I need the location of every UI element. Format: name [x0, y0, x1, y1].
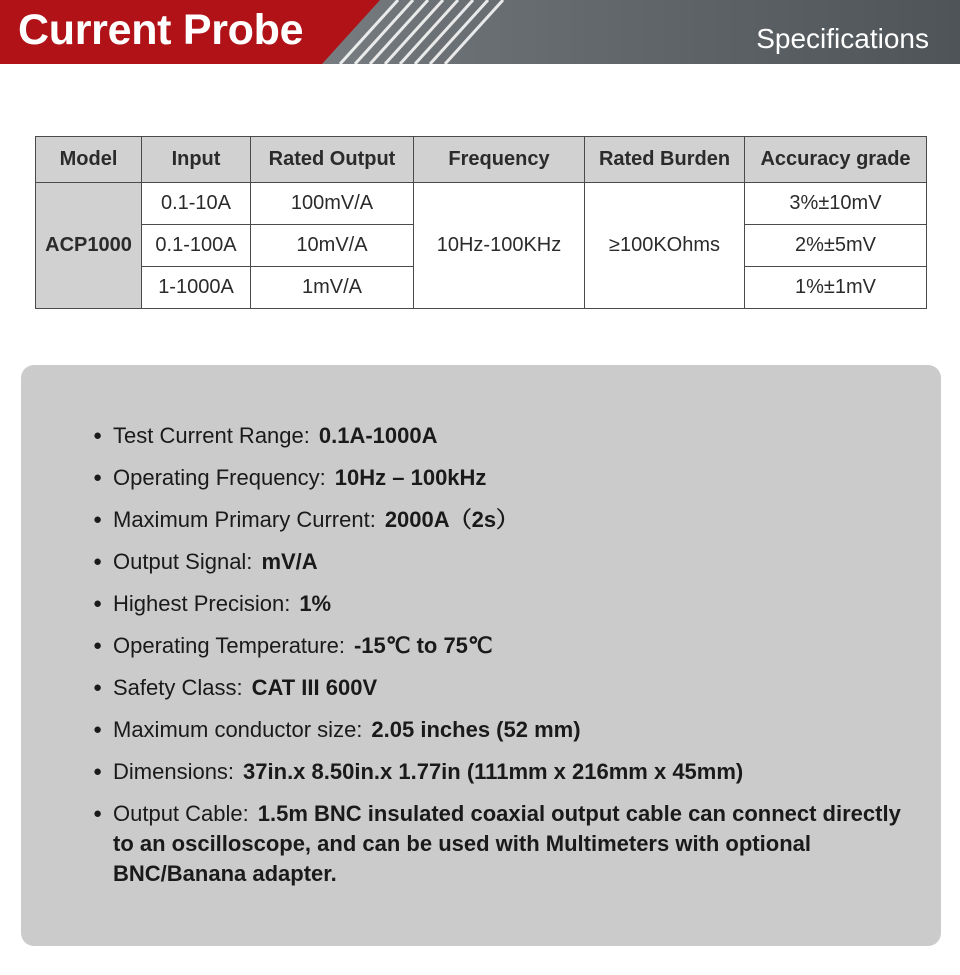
- list-item: [93, 505, 913, 535]
- bullet-icon: ●: [93, 511, 103, 528]
- cell-output: 10mV/A: [251, 225, 414, 267]
- cell-input: 1-1000A: [142, 267, 251, 309]
- cell-burden: ≥100KOhms: [585, 183, 745, 309]
- bullet-icon: ●: [93, 763, 103, 780]
- feature-label: Dimensions:: [113, 759, 235, 784]
- feature-label: Highest Precision:: [113, 591, 291, 616]
- feature-value: 2000A（2s）: [384, 507, 519, 532]
- bullet-icon: ●: [93, 721, 103, 738]
- header-rated-burden: Rated Burden: [585, 137, 745, 183]
- feature-label: Operating Temperature:: [113, 633, 345, 658]
- cell-frequency: 10Hz-100KHz: [414, 183, 585, 309]
- bullet-icon: ●: [93, 805, 103, 822]
- cell-accuracy: 2%±5mV: [745, 225, 927, 267]
- feature-value: 0.1A-1000A: [318, 423, 438, 448]
- feature-value: 10Hz – 100kHz: [334, 465, 487, 490]
- bullet-icon: ●: [93, 637, 103, 654]
- feature-value: 37in.x 8.50in.x 1.77in (111mm x 216mm x 45mm): [243, 759, 744, 784]
- feature-label: Output Signal:: [113, 549, 253, 574]
- cell-model: ACP1000: [36, 183, 142, 309]
- page-subtitle: Specifications: [756, 23, 929, 54]
- feature-label: Maximum Primary Current:: [113, 507, 376, 532]
- bullet-icon: ●: [93, 469, 103, 486]
- header-input: Input: [142, 137, 251, 183]
- features-panel: [21, 365, 941, 946]
- header-accuracy-grade: Accuracy grade: [745, 137, 927, 183]
- cell-accuracy: 3%±10mV: [745, 183, 927, 225]
- feature-label: Operating Frequency:: [113, 465, 326, 490]
- list-item: [93, 757, 913, 787]
- cell-input: 0.1-10A: [142, 183, 251, 225]
- feature-label: Maximum conductor size:: [113, 717, 363, 742]
- header-rated-output: Rated Output: [251, 137, 414, 183]
- bullet-icon: ●: [93, 427, 103, 444]
- cell-input: 0.1-100A: [142, 225, 251, 267]
- table-row: [36, 183, 927, 225]
- cell-accuracy: 1%±1mV: [745, 267, 927, 309]
- list-item: [93, 421, 913, 451]
- header-frequency: Frequency: [414, 137, 585, 183]
- features-list: [93, 421, 913, 901]
- feature-label: Output Cable:: [113, 801, 249, 826]
- header-banner: [0, 0, 960, 64]
- feature-value: -15℃ to 75℃: [353, 633, 493, 658]
- list-item: [93, 799, 913, 889]
- feature-value: 1%: [299, 591, 332, 616]
- cell-output: 1mV/A: [251, 267, 414, 309]
- feature-label: Test Current Range:: [113, 423, 310, 448]
- feature-value: mV/A: [261, 549, 318, 574]
- feature-value: 1.5m BNC insulated coaxial output cable can connect directly to an oscilloscope, and can be used with Multimeters with optional BNC/Banana adapter.: [113, 801, 901, 886]
- header-model: Model: [36, 137, 142, 183]
- feature-value: CAT III 600V: [251, 675, 378, 700]
- bullet-icon: ●: [93, 553, 103, 570]
- table-header-row: [36, 137, 927, 183]
- list-item: [93, 463, 913, 493]
- bullet-icon: ●: [93, 679, 103, 696]
- list-item: [93, 589, 913, 619]
- list-item: [93, 547, 913, 577]
- cell-output: 100mV/A: [251, 183, 414, 225]
- page-title: Current Probe: [18, 6, 304, 54]
- feature-value: 2.05 inches (52 mm): [371, 717, 581, 742]
- bullet-icon: ●: [93, 595, 103, 612]
- list-item: [93, 715, 913, 745]
- list-item: [93, 631, 913, 661]
- list-item: [93, 673, 913, 703]
- spec-table: [35, 136, 927, 309]
- feature-label: Safety Class:: [113, 675, 243, 700]
